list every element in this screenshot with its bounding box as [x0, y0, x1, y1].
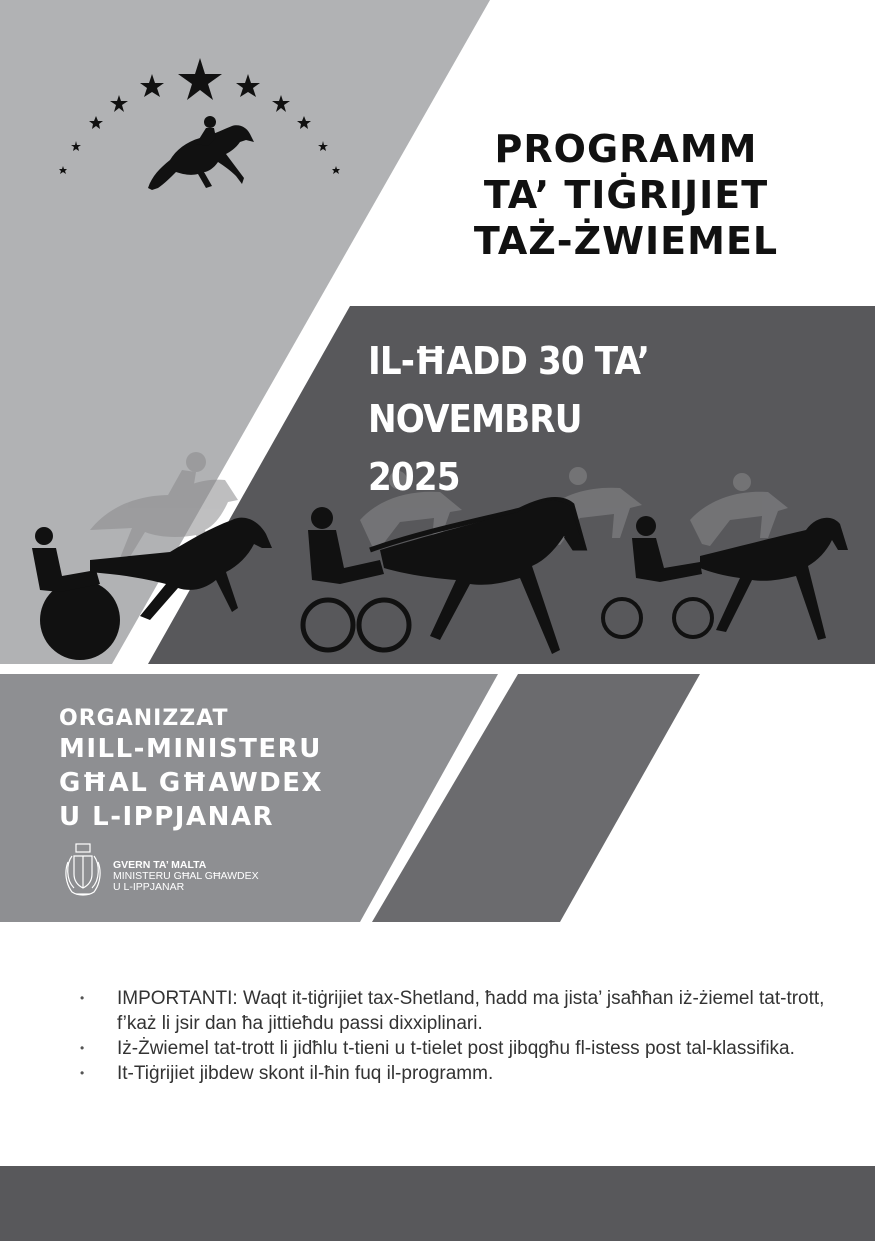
- organizer-label: ORGANIZZAT: [59, 706, 229, 731]
- event-date-line-1: IL-ĦADD 30 TA’ NOVEMBRU: [368, 339, 650, 441]
- title-line-1: PROGRAMM: [494, 127, 758, 171]
- government-line-2: MINISTERU GĦAL GĦAWDEX: [113, 870, 259, 882]
- event-date-line-2: 2025: [368, 455, 460, 499]
- note-item: • It-Tiġrijiet jibdew skont il-ħin fuq il-programm.: [80, 1061, 840, 1086]
- title-line-3: TAŻ-ŻWIEMEL: [473, 219, 779, 263]
- organizer-block: [59, 706, 323, 834]
- government-line-1: GVERN TA’ MALTA: [113, 859, 207, 871]
- organizer-line-1: MILL-MINISTERU: [59, 734, 322, 764]
- footer-band: [0, 1166, 875, 1241]
- organizer-line-3: U L-IPPJANAR: [59, 802, 275, 832]
- note-item: • IMPORTANTI: Waqt it-tiġrijiet tax-Shetland, ħadd ma jista’ jsaħħan iż-żiemel tat-trott, f’każ li jsir dan ħa jittieħdu passi dixxiplinari.: [80, 986, 840, 1036]
- malta-coat-of-arms-icon: [62, 842, 104, 898]
- government-logo-text: [113, 860, 259, 893]
- important-notes: [80, 986, 840, 1086]
- organizer-line-2: GĦAL GĦAWDEX: [59, 768, 324, 798]
- government-line-3: U L-IPPJANAR: [113, 881, 185, 893]
- event-date: [368, 332, 800, 506]
- note-item: • Iż-Żwiemel tat-trott li jidħlu t-tieni u t-tielet post jibqgħu fl-istess post tal-klassifika.: [80, 1036, 840, 1061]
- title-line-2: TA’ TIĠRIJIET: [483, 173, 769, 217]
- page-title: [440, 126, 812, 264]
